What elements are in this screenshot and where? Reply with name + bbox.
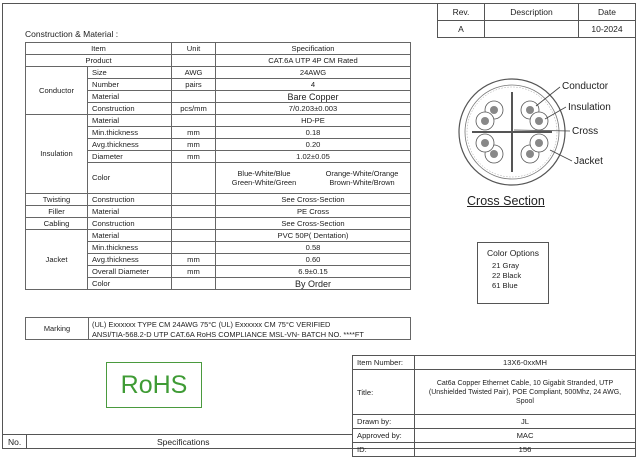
- table-header-row: [26, 43, 411, 55]
- color-option: 61 Blue: [492, 281, 518, 290]
- pair-color: Green-White/Green: [231, 178, 297, 187]
- table-row: [26, 67, 411, 79]
- row-unit: mm: [172, 254, 216, 266]
- item-number-value: 13X6-0xxMH: [415, 356, 636, 370]
- row-value: See Cross-Section: [216, 194, 411, 206]
- row-value: See Cross-Section: [216, 218, 411, 230]
- row-label: Avg.thickness: [88, 254, 172, 266]
- jacket-group: Jacket: [26, 230, 88, 290]
- row-value: 7/0.203±0.003: [216, 103, 411, 115]
- marking-row: [25, 317, 411, 340]
- row-label: Color: [88, 278, 172, 290]
- row-label: Material: [88, 91, 172, 103]
- cabling-group: Cabling: [26, 218, 88, 230]
- row-value: 6.9±0.15: [216, 266, 411, 278]
- row-unit: [172, 230, 216, 242]
- row-label: Construction: [88, 218, 172, 230]
- row-value: 0.18: [216, 127, 411, 139]
- color-option: 22 Black: [492, 271, 522, 280]
- jacket-callout: Jacket: [574, 156, 603, 167]
- table-row: [353, 370, 636, 415]
- marking-line: ANSI/TIA-568.2-D UTP CAT.6A RoHS COMPLIANCE MSL-VN- BATCH NO. ****FT: [92, 329, 364, 339]
- row-label: Material: [88, 206, 172, 218]
- drawn-by-value: JL: [415, 415, 636, 429]
- product-label: Product: [26, 55, 172, 67]
- table-row: [26, 230, 411, 242]
- insulation-group: Insulation: [26, 115, 88, 194]
- construction-table: [25, 42, 411, 290]
- row-value: 24AWG: [216, 67, 411, 79]
- row-value: 4: [216, 79, 411, 91]
- row-value: Bare Copper: [216, 91, 411, 103]
- color-options-title: Color Options: [487, 248, 539, 258]
- row-label: Material: [88, 230, 172, 242]
- drawn-by-label: Drawn by:: [353, 415, 415, 429]
- marking-line: (UL) Exxxxxx TYPE CM 24AWG 75°C (UL) Exxxxxx CM 75°C VERIFIED: [92, 320, 331, 329]
- table-row: [26, 115, 411, 127]
- row-label: Color: [88, 163, 172, 194]
- date-header: Date: [579, 4, 636, 21]
- bottom-strip: [2, 434, 352, 449]
- table-row: [353, 443, 636, 457]
- row-unit: pcs/mm: [172, 103, 216, 115]
- table-row: [26, 218, 411, 230]
- title-label: Title:: [353, 370, 415, 415]
- row-unit: mm: [172, 266, 216, 278]
- row-unit: pairs: [172, 79, 216, 91]
- row-label: Diameter: [88, 151, 172, 163]
- approved-by-value: MAC: [415, 429, 636, 443]
- table-row: [353, 415, 636, 429]
- row-label: Min.thickness: [88, 127, 172, 139]
- row-unit: [172, 115, 216, 127]
- color-option: 21 Gray: [492, 261, 520, 270]
- rev-value: A: [438, 21, 485, 38]
- row-value: By Order: [216, 278, 411, 290]
- section-title: Construction & Material :: [25, 29, 119, 39]
- cross-section-title: Cross Section: [467, 194, 545, 208]
- pair-color: Orange-White/Orange: [325, 169, 399, 178]
- rev-header: Rev.: [438, 4, 485, 21]
- title-block: [352, 355, 636, 457]
- row-label: Material: [88, 115, 172, 127]
- rohs-logo: RoHS: [106, 362, 202, 408]
- insulation-callout: Insulation: [568, 102, 611, 113]
- pair-color: Blue-White/Blue: [237, 169, 291, 178]
- date-value: 10-2024: [579, 21, 636, 38]
- row-unit: mm: [172, 151, 216, 163]
- filler-group: Filler: [26, 206, 88, 218]
- row-value: HD-PE: [216, 115, 411, 127]
- row-unit: mm: [172, 127, 216, 139]
- conductor-callout: Conductor: [562, 81, 609, 92]
- unit-header: Unit: [172, 43, 216, 55]
- color-options-box: [477, 242, 549, 304]
- item-number-label: Item Number:: [353, 356, 415, 370]
- specifications-label: Specifications: [157, 437, 210, 447]
- table-row: [26, 206, 411, 218]
- row-label: Construction: [88, 194, 172, 206]
- row-label: Avg.thickness: [88, 139, 172, 151]
- row-label: Min.thickness: [88, 242, 172, 254]
- item-header: Item: [26, 43, 172, 55]
- marking-text: [92, 320, 364, 339]
- table-row: [353, 429, 636, 443]
- row-label: Number: [88, 79, 172, 91]
- table-row: [26, 55, 411, 67]
- insulation-colors: [216, 163, 411, 194]
- cross-section-diagram: [452, 72, 632, 202]
- table-row: [353, 356, 636, 370]
- description-header: Description: [485, 4, 579, 21]
- description-value: [485, 21, 579, 38]
- id-label: ID:: [353, 443, 415, 457]
- conductor-group: Conductor: [26, 67, 88, 115]
- spec-header: Specification: [216, 43, 411, 55]
- row-unit: [172, 278, 216, 290]
- twisting-group: Twisting: [26, 194, 88, 206]
- row-label: Overall Diameter: [88, 266, 172, 278]
- revision-table: [437, 3, 636, 38]
- no-label: No.: [8, 437, 22, 447]
- divider: [26, 435, 27, 449]
- row-value: 0.20: [216, 139, 411, 151]
- row-value: 1.02±0.05: [216, 151, 411, 163]
- row-value: 0.58: [216, 242, 411, 254]
- product-value: CAT.6A UTP 4P CM Rated: [216, 55, 411, 67]
- row-value: PVC 50P( Dentation): [216, 230, 411, 242]
- marking-label: Marking: [26, 318, 89, 339]
- row-label: Construction: [88, 103, 172, 115]
- row-value: PE Cross: [216, 206, 411, 218]
- row-unit: AWG: [172, 67, 216, 79]
- row-value: 0.60: [216, 254, 411, 266]
- row-unit: [172, 242, 216, 254]
- id-value: 156: [415, 443, 636, 457]
- table-row: [26, 194, 411, 206]
- cross-callout: Cross: [572, 126, 599, 137]
- approved-by-label: Approved by:: [353, 429, 415, 443]
- title-value: Cat6a Copper Ethernet Cable, 10 Gigabit Stranded, UTP (Unshielded Twisted Pair), POE Compliant, 500Mhz, 24 AWG, Spool: [415, 370, 636, 415]
- row-unit: mm: [172, 139, 216, 151]
- pair-color: Brown-White/Brown: [329, 178, 395, 187]
- row-unit: [172, 91, 216, 103]
- row-label: Size: [88, 67, 172, 79]
